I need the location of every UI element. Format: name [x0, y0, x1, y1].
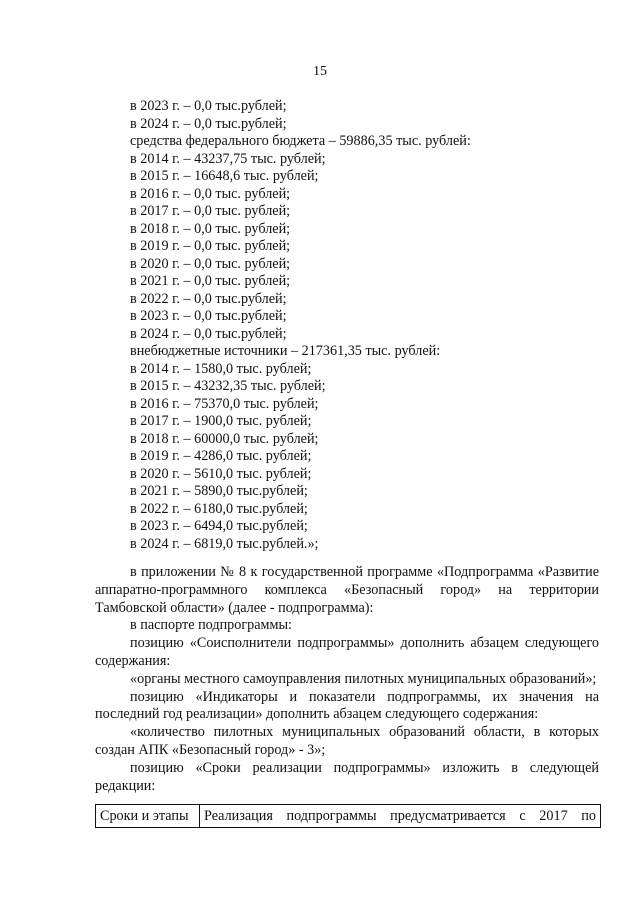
- list-line: в 2021 г. – 5890,0 тыс.рублей;: [130, 483, 308, 499]
- list-line: в 2019 г. – 4286,0 тыс. рублей;: [130, 448, 312, 464]
- list-line: в 2022 г. – 0,0 тыс.рублей;: [130, 290, 287, 307]
- list-line: в 2023 г. – 6494,0 тыс.рублей;: [130, 518, 308, 534]
- list-line: в 2022 г. – 6180,0 тыс.рублей;: [130, 500, 308, 517]
- paragraph: позицию «Сроки реализации подпрограммы» изложить в следующей редакции:: [95, 759, 599, 794]
- document-body: [95, 564, 599, 795]
- list-line: в 2015 г. – 16648,6 тыс. рублей;: [130, 168, 319, 184]
- list-line: средства федерального бюджета – 59886,35 тыс. рублей:: [130, 133, 471, 149]
- list-line: в 2018 г. – 0,0 тыс. рублей;: [130, 220, 291, 237]
- list-line: в 2017 г. – 1900,0 тыс. рублей;: [130, 413, 312, 429]
- list-line: в 2016 г. – 75370,0 тыс. рублей;: [130, 395, 319, 412]
- list-line: в 2014 г. – 1580,0 тыс. рублей;: [130, 360, 312, 377]
- list-line: в 2020 г. – 0,0 тыс. рублей;: [130, 255, 291, 272]
- list-line: внебюджетные источники – 217361,35 тыс. рублей:: [130, 343, 441, 359]
- paragraph: позицию «Соисполнители подпрограммы» дополнить абзацем следующего содержания:: [95, 635, 599, 669]
- list-line: в 2023 г. – 0,0 тыс.рублей;: [130, 98, 287, 114]
- list-line: в 2020 г. – 5610,0 тыс. рублей;: [130, 465, 312, 482]
- paragraph: в паспорте подпрограммы:: [130, 617, 292, 634]
- table-cell-label: Сроки и этапы: [96, 805, 200, 827]
- list-line: в 2016 г. – 0,0 тыс. рублей;: [130, 185, 291, 202]
- list-line: в 2024 г. – 0,0 тыс.рублей;: [130, 115, 287, 132]
- list-line: в 2018 г. – 60000,0 тыс. рублей;: [130, 430, 319, 447]
- list-line: в 2019 г. – 0,0 тыс. рублей;: [130, 238, 291, 254]
- passport-table-row: [95, 804, 601, 828]
- page-number: 15: [313, 64, 327, 79]
- list-line: в 2024 г. – 6819,0 тыс.рублей.»;: [130, 535, 319, 552]
- list-line: в 2023 г. – 0,0 тыс.рублей;: [130, 308, 287, 324]
- table-cell-value: Реализация подпрограммы предусматривается с 2017 по: [204, 808, 596, 824]
- paragraph: «органы местного самоуправления пилотных муниципальных образований»;: [130, 670, 597, 687]
- list-line: в 2017 г. – 0,0 тыс. рублей;: [130, 203, 291, 219]
- list-line: в 2024 г. – 0,0 тыс.рублей;: [130, 325, 287, 342]
- paragraph: в приложении № 8 к государственной программе «Подпрограмма «Развитие аппаратно-программного комплекса «Безопасный город» на территории Тамбовской области» (далее - подпрограмма):: [95, 564, 599, 616]
- list-line: в 2015 г. – 43232,35 тыс. рублей;: [130, 378, 326, 394]
- list-line: в 2014 г. – 43237,75 тыс. рублей;: [130, 150, 326, 167]
- paragraph: «количество пилотных муниципальных образований области, в которых создан АПК «Безопасный город» - 3»;: [95, 724, 599, 758]
- list-line: в 2021 г. – 0,0 тыс. рублей;: [130, 273, 291, 289]
- funding-list: [130, 98, 471, 553]
- paragraph: позицию «Индикаторы и показатели подпрограммы, их значения на последний год реализации» дополнить абзацем следующего содержания:: [95, 688, 599, 723]
